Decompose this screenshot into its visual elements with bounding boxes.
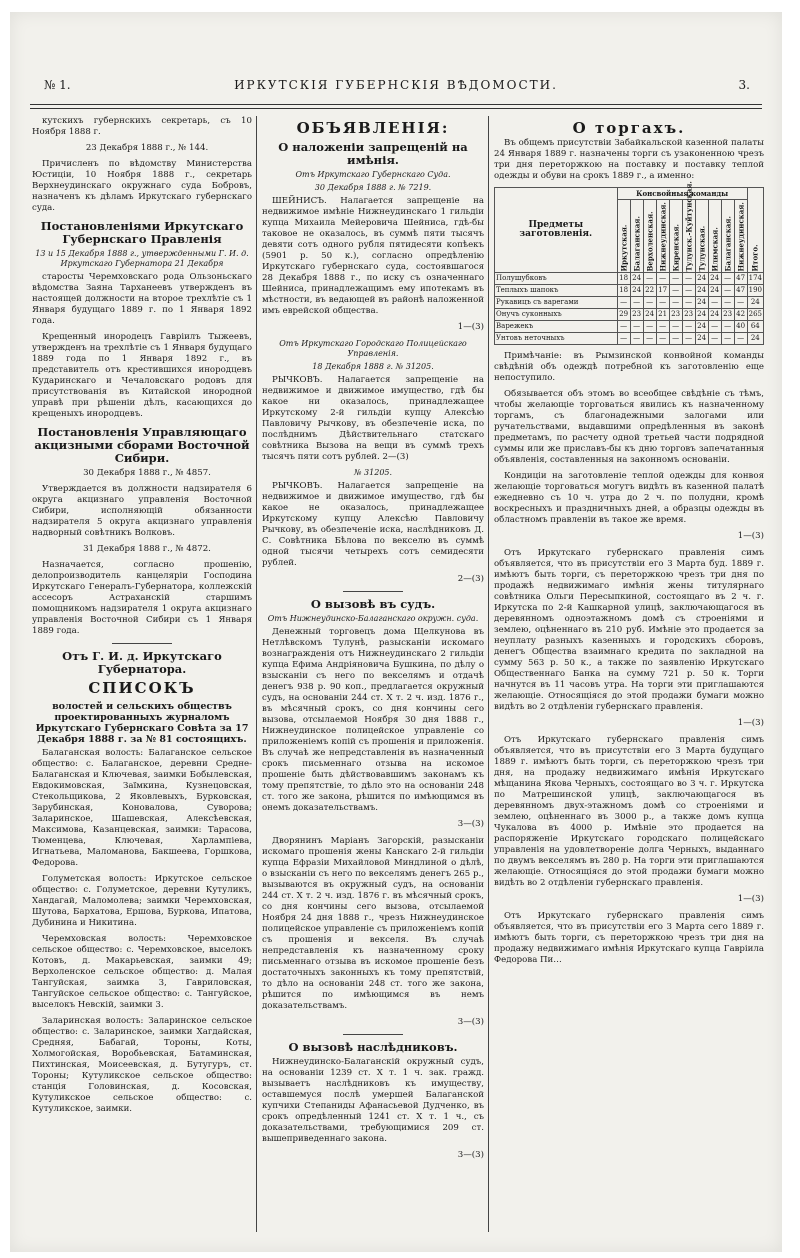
table-cell: —	[682, 333, 695, 345]
table-cell: 23	[669, 309, 682, 321]
column-right	[494, 116, 764, 1232]
table-total-cell: 24	[747, 297, 763, 309]
table-total-cell: 24	[747, 333, 763, 345]
table-cell: —	[669, 333, 682, 345]
newspaper-title: ИРКУТСКІЯ ГУБЕРНСКІЯ ВѢДОМОСТИ.	[234, 78, 558, 92]
table-cell: —	[643, 333, 656, 345]
table-column-header: Тулунская.	[695, 200, 708, 273]
table-cell: 24	[695, 297, 708, 309]
table-row	[495, 333, 764, 345]
section-heading: О вызовѣ наслѣдниковъ.	[288, 1040, 458, 1054]
table-cell: —	[721, 333, 734, 345]
issue-count: 1—(3)	[737, 718, 764, 728]
order-date: 18 Декабря 1888 г. № 31205.	[312, 362, 434, 371]
table-cell: 23	[630, 309, 643, 321]
table-cell: 24	[630, 285, 643, 297]
table-cell: —	[669, 273, 682, 285]
issue-count: 3—(3)	[457, 1150, 484, 1160]
table-cell: —	[721, 321, 734, 333]
paragraph: ШЕЙНИСЪ. Налагается запрещеніе на недвижимое имѣніе Нижнеудинскаго 1 гильдіи купца Михаила Мейеровича Шейниса, гдѣ-бы таковое не оказалось, въ суммѣ пяти тысячъ девяти сотъ одного рубля пятидесяти копѣекъ (5901 р. 50 к.), согласно опредѣленію Иркутскаго губернскаго суда, состоявшагося 28 Декабря 1888 г., по иску съ означеннаго Шейниса, принадлежащимъ ему ипотекамъ въ мѣстности, въ ведающей въ районѣ наложенной имъ еврейской общества.	[262, 196, 484, 316]
paragraph: Отъ Иркутскаго губернскаго правленія симъ объявляется, что въ присутствіи его 3 Марта будущаго 1889 г. имѣютъ быть торги, съ переторжкою чрезъ три дня, на продажу недвижимаго имѣнія Иркутскаго мѣщанина Якова Черныхъ, состоящаго во 3 ч. г. Иркутска по Матрешинской улицѣ, заключающагося въ деревянномъ двух-этажномъ домѣ со строеніями и землею, оцѣненнаго въ 3000 р., а также домъ купца Чукалова въ 4000 р. Имѣніе это продается на распоряженіе Иркутскаго городскаго полицейскаго управленія на удовлетвореніе долга Черныхъ, выданнаго по двумъ векселямъ въ 280 р. На торги эти приглашаются желающіе. Относящіяся до этой продажи бумаги можно видѣть во 2 отдѣленіи губернскаго правленія.	[494, 735, 764, 888]
order-date: 30 Декабря 1888 г., № 4857.	[83, 468, 211, 478]
table-cell: —	[643, 273, 656, 285]
table-row	[495, 321, 764, 333]
table-cell: —	[682, 285, 695, 297]
table-row-label: Полушубковъ	[495, 273, 618, 285]
table-total-header: Итого.	[747, 188, 763, 273]
paragraph: Голуметская волость: Иркутское сельское общество: с. Голуметское, деревни Кутуликъ, Хандагай, Маломолева; заимки Черемховская, Шутова, Бархатова, Ершова, Буркова, Ипатова, Дубинина и Никитина.	[32, 874, 252, 928]
paragraph: Обязывается объ этомъ во всеобщее свѣдѣніе съ тѣмъ, чтобы желающіе торговаться явились къ назначенному торгамъ, съ благонадежными залогами или ручательствами, выдавшими опредѣленныя въ законѣ предметамъ, по расчету одной третьей части подрядной суммы или же приславъ-бы къ дню торговъ запечатанныя объявленія, составленныя на законномъ основаніи.	[494, 389, 764, 465]
table-cell: 23	[721, 309, 734, 321]
separator	[343, 1034, 403, 1035]
issue-count: 1—(3)	[737, 531, 764, 541]
table-cell: —	[630, 297, 643, 309]
issue-number: № 1.	[44, 78, 71, 92]
newspaper-page	[10, 12, 782, 1252]
separator	[112, 643, 172, 644]
table-cell: 29	[617, 309, 630, 321]
issue-count: 2—(3)	[457, 574, 484, 584]
section-subheading: 13 и 15 Декабря 1888 г., утвержденными Г. И. д. Иркутскаго Губернатора 21 Декабря	[35, 249, 249, 268]
table-cell: —	[617, 333, 630, 345]
column-divider-1	[256, 116, 257, 1232]
paragraph: Причисленъ по вѣдомству Министерства Юстиціи, 10 Ноября 1888 г., секретарь Верхнеудинскаго окружнаго суда Бобровъ, назначенъ къ дѣламъ Иркутскаго губернскаго суда.	[32, 159, 252, 213]
table-cell: 42	[734, 309, 747, 321]
paragraph: старосты Черемховскаго рода Ользоньскаго вѣдомства Заяна Тарханеевъ утвержденъ въ настоящей должности на второе трехлѣтіе съ 1 Января будущаго 1889 г. по 1 Января 1892 года.	[32, 272, 252, 326]
source-line: Отъ Иркутскаго Губернскаго Суда.	[295, 170, 451, 179]
paragraph: Нижнеудинско-Балаганскій окружный судъ, на основаніи 1239 ст. Х т. 1 ч. зак. гражд. вызываетъ наслѣдниковъ къ имуществу, оставшемуся послѣ умершей Балаганской купчихи Степаниды Афанасьевой Дудченко, въ срокъ опредѣленный 1241 ст. Х т. 1 ч., съ доказательствами, требующимися 209 ст. вышеприведеннаго закона.	[262, 1057, 484, 1144]
table-column-header: Верхоленская.	[643, 200, 656, 273]
table-row	[495, 309, 764, 321]
table-cell: —	[643, 297, 656, 309]
table-cell: 24	[708, 309, 721, 321]
table-row-label: Теплыхъ шапокъ	[495, 285, 618, 297]
table-cell: —	[734, 333, 747, 345]
table-column-header: Илимская.	[708, 200, 721, 273]
table-cell: 40	[734, 321, 747, 333]
table-cell: 24	[695, 321, 708, 333]
table-column-header: Иркутская.	[617, 200, 630, 273]
table-cell: —	[682, 321, 695, 333]
table-cell: —	[721, 297, 734, 309]
table-cell: —	[617, 297, 630, 309]
table-cell: —	[617, 321, 630, 333]
table-column-header: Тулунск.-Куйтунская.	[684, 181, 694, 272]
table-cell: 23	[682, 309, 695, 321]
table-column-header: Киренская.	[669, 200, 682, 273]
table-body	[495, 273, 764, 345]
table-cell: 47	[734, 273, 747, 285]
table-row	[495, 297, 764, 309]
separator	[343, 591, 403, 592]
table-column-header: Нижнеудинская.	[656, 200, 669, 273]
column-middle	[262, 116, 484, 1232]
source-line: Отъ Нижнеудинско-Балаганскаго окружн. суда.	[267, 614, 479, 623]
table-cell: —	[734, 297, 747, 309]
table-cell: —	[682, 297, 695, 309]
table-cell: —	[630, 333, 643, 345]
section-heading: Постановленіями Иркутскаго Губернскаго Правленія	[40, 219, 244, 246]
table-column-header: Нижнеудинская.	[734, 200, 747, 273]
list-subtitle: волостей и сельскихъ обществъ проектированныхъ журналомъ Иркутскаго Губернскаго Совѣта за 17 Декабря 1888 г. за № 81 состоящихъ.	[35, 701, 249, 745]
table-cell: 24	[695, 333, 708, 345]
table-group-header: Консвойныя команды	[617, 188, 747, 200]
paragraph: кутскихъ губернскихъ секретарь, съ 10 Ноября 1888 г.	[32, 116, 252, 137]
issue-count: 3—(3)	[457, 819, 484, 829]
table-cell: —	[721, 273, 734, 285]
paragraph: Отъ Иркутскаго губернскаго правленія симъ объявляется, что въ присутствіи его 3 Марта сего 1889 г. имѣютъ быть торги, съ переторжкою чрезъ три дня на продажу недвижимаго имѣнія Иркутскаго купца Гавріила Федорова Пи…	[494, 911, 764, 965]
note: Примѣчаніе: въ Рымзинской конвойной команды свѣдѣній объ одеждѣ потребной къ заготовленію еще непоступило.	[494, 351, 764, 383]
column-left	[32, 116, 252, 1232]
issue-count: 1—(3)	[737, 894, 764, 904]
table-cell: —	[656, 273, 669, 285]
table-cell: 24	[708, 285, 721, 297]
paragraph: Крещенный инородецъ Гавріилъ Тыжеевъ, утвержденъ на трехлѣтіе съ 1 Января будущаго 1889 года по 1 Января 1892 г., въ представитель отъ крестившихся инородцевъ Кударинскаго и Чечаловскаго родовъ для присутствованія въ Китайской инородной управѣ при рѣшеніи дѣлъ, касающихся до крещеныхъ инородцевъ.	[32, 332, 252, 419]
section-heading: Отъ Г. И. д. Иркутскаго Губернатора.	[62, 649, 222, 676]
header-rule-bottom	[30, 108, 762, 109]
table-cell: 22	[643, 285, 656, 297]
paragraph: Заларинская волость: Заларинское сельское общество: с. Заларинское, заимки Хагдайская, Средняя, Бабагай, Тороны, Коты, Холмогойская, Воробьевская, Батаминская, Пихтинская, Моисеевская, д. Бутугуръ, ст. Тороны; Кутуликское сельское общество: станція Головинская, д. Косовская, Кутуликское сельское общество: с. Кутуликское, заимки.	[32, 1016, 252, 1114]
table-cell: 24	[708, 273, 721, 285]
table-column-header: Балаганская.	[630, 200, 643, 273]
order-date: № 31205.	[353, 468, 393, 477]
paragraph: Денежный торговецъ дома Щелкунова въ Нетлѣвскомъ Тулунѣ, разысканіи искомаго вознагражденія отъ Нижнеудинскаго 2 гильдіи купца Ефима Андріяновича Бушкина, по дѣлу о взысканіи съ него по векселямъ и отдачѣ денегъ 938 р. 90 коп., предлагается окружный судъ, на основаніи 244 ст. Х т. 2 ч. изд. 1876 г., въ мѣсячный срокъ, со дня кончины сего вызова, отсылаемой Ноября 30 дня 1888 г., Нижнеудинское полицейское управленіе со приложеніемъ копій съ прошенія и приложенія. Въ случаѣ же непредставленія въ назначенный срокъ письменнаго отзыва на искомое прошеніе быть дѣйствовавшимъ законамъ къ тому препятствіе, то дѣло это на основаніи 248 ст. того же закона, рѣшится по имѣющимся въ онемъ доказательствамъ.	[262, 627, 484, 813]
table-cell: —	[708, 297, 721, 309]
table-cell: 24	[643, 309, 656, 321]
table-total-cell: 64	[747, 321, 763, 333]
table-row-label: Онучъ суконныхъ	[495, 309, 618, 321]
paragraph: РЫЧКОВЪ. Налагается запрещеніе на недвижимое и движимое имущество, гдѣ бы какое ни оказалось, принадлежащее Иркутскому 2-й гильдіи купцу Алексѣю Павловичу Рычкову, въ обезпеченіе иска, по послѣднимъ Дѣйствительнаго статскаго совѣтника Вызова на вещи въ суммѣ трехъ тысячъ пяти сотъ рублей. 2—(3)	[262, 375, 484, 462]
table-total-cell: 174	[747, 273, 763, 285]
table-total-cell: 190	[747, 285, 763, 297]
issue-count: 1—(3)	[457, 322, 484, 332]
source-line: Отъ Иркутскаго Городскаго Полицейскаго Управленія.	[279, 339, 467, 358]
table-row	[495, 285, 764, 297]
paragraph: Балаганская волость: Балаганское сельское общество: с. Балаганское, деревни Средне-Балаганская и Ключевая, заимки Бобылевская, Евдокимовская, Заїмкина, Кузнецовская, Стекольщикова, 2 Яковлевыхъ, Бурковская, Зарубинская, Коновалова, Суворова; Заларинское, Шашевская, Алексѣевская, Максимова, Казанцевская, заимки: Тарасова, Тюменцева, Ключевая, Харлампіева, Игнатьева, Маломанова, Бакшеева, Горшкова, Федорова.	[32, 748, 252, 868]
paragraph: Назначается, согласно прошенію, делопроизводитель канцеляріи Господина Иркутскаго Генералъ-Губернатора, коллежскій ассесоръ Астраханскій старшимъ помощникомъ надзирателя 1 округа акцизнаго управленія Восточной Сибири съ 1 Января 1889 года.	[32, 560, 252, 636]
paragraph: Въ общемъ присутствіи Забайкальской казенной палаты 24 Января 1889 г. назначены торги съ узаконенною чрезъ три дня переторжкою на поставку и поставку теплой одежды и обуви на срокъ 1889 г., а именно:	[494, 138, 764, 181]
section-heading: О торгахъ.	[572, 119, 686, 137]
order-date: 31 Декабря 1888 г., № 4872.	[83, 544, 211, 554]
table-cell: —	[656, 321, 669, 333]
list-title: СПИСОКЪ	[88, 679, 196, 697]
page-number: 3.	[738, 78, 750, 92]
table-row-label: Рукавицъ съ варегами	[495, 297, 618, 309]
table-cell: —	[708, 321, 721, 333]
section-heading: Постановленія Управляющаго акцизными сборами Восточной Сибири.	[34, 425, 250, 465]
table-row	[495, 273, 764, 285]
paragraph: Дворянинъ Маріанъ Загорскій, разысканіи искомаго прошенія жены Канскаго 2-й гильдіи купца Ефразіи Михайловой Миндлиной о дѣлѣ, о взысканіи съ него по векселямъ денегъ 265 р., вызываются въ окружный судъ, на основаніи 244 ст. Х т. 2 ч. изд. 1876 г. въ мѣсячный срокъ, со дня кончины сего вызова, отсылаемой Ноября 24 дня 1888 г., чрезъ Нижнеудинское полицейское управленіе съ приложеніемъ копій съ прошенія и векселя. Въ случаѣ непредставленія къ назначенному сроку письменнаго отзыва въ искомое прошеніе безъ достаточныхъ законныхъ къ тому препятствій, то дѣло на основаніи 248 ст. того же закона, рѣшится по имѣющимся въ немъ доказательствамъ.	[262, 836, 484, 1011]
table-cell: —	[630, 321, 643, 333]
table-cell: —	[682, 273, 695, 285]
paragraph: РЫЧКОВЪ. Налагается запрещеніе на недвижимое и движимое имущество, гдѣ бы какое не оказалось, принадлежащее Иркутскому купцу Алексѣю Павловичу Рычкову, въ обезпеченіе иска, наслѣдниковъ Д. С. Совѣтника Бѣлова по векселю въ суммѣ одной тысячи четырехъ сотъ семидесяти рублей.	[262, 481, 484, 568]
table-cell: 24	[695, 309, 708, 321]
table-row-label: Унтовъ неточныхъ	[495, 333, 618, 345]
table-cell: 47	[734, 285, 747, 297]
issue-count: 3—(3)	[457, 1017, 484, 1027]
table-cell: —	[643, 321, 656, 333]
paragraph: Кондиціи на заготовленіе теплой одежды для конвоя желающіе торговаться могутъ видѣть въ казенной палатѣ ежедневно съ 10 ч. утра до 2 ч. по полудни, кромѣ воскресныхъ и праздничныхъ дней, а образцы одежды въ областномъ правленіи въ такое же время.	[494, 471, 764, 525]
header-rule-top	[30, 104, 762, 105]
table-cell: 21	[656, 309, 669, 321]
table-cell: —	[708, 333, 721, 345]
order-date: 23 Декабря 1888 г., № 144.	[85, 143, 209, 153]
table-column-header: Балаганская.	[721, 200, 734, 273]
supplies-table	[494, 181, 764, 345]
table-cell: 24	[695, 273, 708, 285]
paragraph: Утверждается въ должности надзирателя 6 округа акцизнаго управленія Восточной Сибири, исполняющій обязанности надзирателя 5 округа акцизнаго управленія надворный совѣтникъ Волковъ.	[32, 484, 252, 538]
table-cell: —	[656, 297, 669, 309]
table-cell: —	[669, 285, 682, 297]
order-date: 30 Декабря 1888 г. № 7219.	[314, 183, 432, 192]
table-cell: —	[669, 297, 682, 309]
table-cell: 18	[617, 273, 630, 285]
table-subject-header: Предметы заготовленія.	[495, 188, 618, 273]
table-cell: 24	[695, 285, 708, 297]
paragraph: Отъ Иркутскаго губернскаго правленія симъ объявляется, что въ присутствіи его 3 Марта буд. 1889 г. имѣютъ быть торги, съ переторжкою чрезъ три дня по продажѣ недвижимаго имѣнія жены титулярнаго совѣтника Ольги Пересыпкиной, состоящаго въ 2 ч. г. Иркутска по 2-й Кашкарной улицѣ, заключающагося въ деревянномъ одноэтажномъ домѣ съ строеніями и землею, оцѣненнаго въ 210 руб. Имѣніе это продается за неуплату разныхъ казенныхъ и городскихъ сборовъ, денегъ Общества взаимнаго кредита по закладной на сумму 563 р. 50 к., а также по заявленію Иркутскаго Общественнаго Банка на сумму 721 р. 50 к. Торги начнутся въ 11 часовъ утра. На торги эти приглашаются желающіе. Относящіяся до этой продажи бумаги можно видѣть во 2 отдѣленіи губернскаго правленія.	[494, 548, 764, 712]
column-divider-2	[488, 116, 489, 1232]
masthead	[10, 74, 782, 102]
table-row-label: Варежекъ	[495, 321, 618, 333]
paragraph: Черемховская волость: Черемховское сельское общество: с. Черемховское, выселокъ Котовъ, д. Макарьевская, заимки 49; Верхоленское сельское общество: д. Малая Тангуйская, заимка 3, Гавриловская, Тангуйское сельское общество: с. Тангуйское, выселокъ Невскій, заимки 3.	[32, 934, 252, 1010]
table-cell: —	[721, 285, 734, 297]
table-cell: —	[656, 333, 669, 345]
section-heading: О вызовѣ въ судъ.	[310, 597, 436, 611]
table-cell: 17	[656, 285, 669, 297]
table-cell: 18	[617, 285, 630, 297]
announcements-heading: ОБЪЯВЛЕНІЯ:	[296, 119, 450, 137]
section-heading: О наложеніи запрещеній на имѣнія.	[278, 140, 468, 167]
table-cell: 24	[630, 273, 643, 285]
table-total-cell: 265	[747, 309, 763, 321]
table-cell: —	[669, 321, 682, 333]
